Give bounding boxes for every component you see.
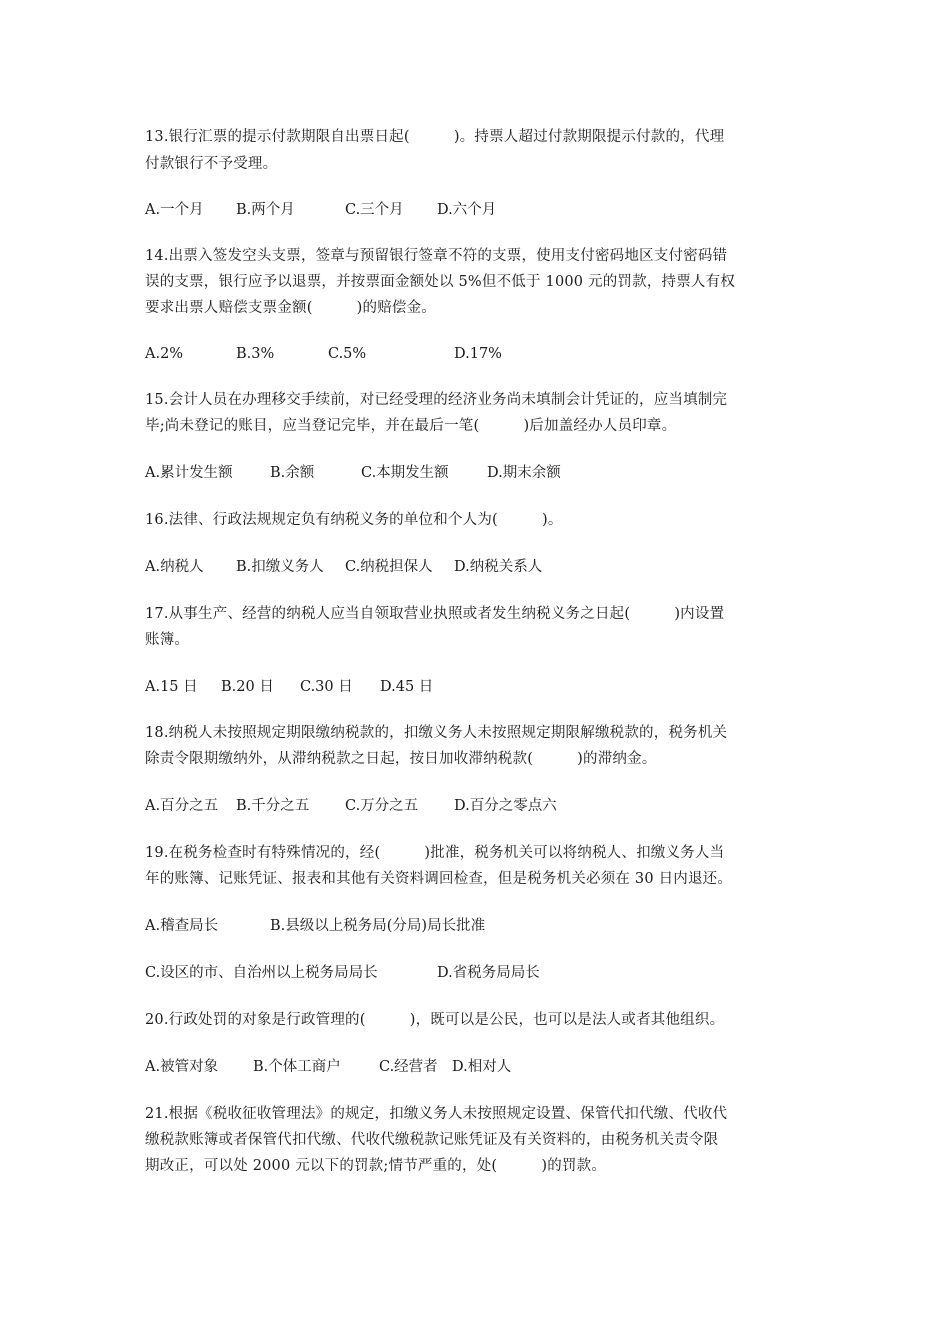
q14-option-b: B.3%	[236, 346, 275, 362]
q16-option-d: D.纳税关系人	[454, 559, 543, 575]
question-14-line-1: 14.出票入签发空头支票，签章与预留银行签章不符的支票，使用支付密码地区支付密码错	[145, 248, 728, 264]
q17-option-a: A.15 日	[145, 679, 198, 695]
q13-option-d: D.六个月	[437, 202, 497, 218]
q14-option-a: A.2%	[145, 346, 184, 362]
question-19-line-2: 年的账簿、记账凭证、报表和其他有关资料调回检查，但是税务机关必须在 30 日内退还。	[145, 871, 733, 887]
question-13-line-2: 付款银行不予受理。	[145, 156, 278, 172]
q20-option-c: C.经营者	[379, 1059, 438, 1075]
question-18-line-2: 除责令限期缴纳外，从滞纳税款之日起，按日加收滞纳税款( )的滞纳金。	[145, 751, 657, 767]
q15-option-a: A.累计发生额	[145, 465, 233, 481]
q20-option-a: A.被管对象	[145, 1059, 219, 1075]
q14-option-d: D.17%	[454, 346, 502, 362]
question-13-line-1: 13.银行汇票的提示付款期限自出票日起( )。持票人超过付款期限提示付款的，代理	[145, 129, 725, 145]
q18-option-b: B.千分之五	[236, 798, 310, 814]
question-21-line-3: 期改正，可以处 2000 元以下的罚款;情节严重的，处( )的罚款。	[145, 1158, 607, 1174]
q14-option-c: C.5%	[328, 346, 367, 362]
question-15-line-1: 15.会计人员在办理移交手续前，对已经受理的经济业务尚未填制会计凭证的，应当填制完	[145, 392, 728, 408]
q15-option-d: D.期末余额	[487, 465, 561, 481]
question-17-line-1: 17.从事生产、经营的纳税人应当自领取营业执照或者发生纳税义务之日起( )内设置	[145, 606, 725, 622]
question-14-line-2: 误的支票，银行应予以退票，并按票面金额处以 5%但不低于 1000 元的罚款，持票人有权	[145, 274, 736, 290]
q17-option-b: B.20 日	[221, 679, 274, 695]
q19-option-d: D.省税务局局长	[437, 965, 540, 981]
question-14-line-3: 要求出票人赔偿支票金额( )的赔偿金。	[145, 300, 437, 316]
q17-option-d: D.45 日	[380, 679, 434, 695]
q18-option-d: D.百分之零点六	[454, 798, 557, 814]
q20-option-b: B.个体工商户	[253, 1059, 341, 1075]
q13-option-a: A.一个月	[145, 202, 204, 218]
question-18-line-1: 18.纳税人未按照规定期限缴纳税款的，扣缴义务人未按照规定期限解缴税款的，税务机关	[145, 725, 728, 741]
question-21-line-1: 21.根据《税收征收管理法》的规定，扣缴义务人未按照规定设置、保管代扣代缴、代收代	[145, 1106, 728, 1122]
q19-option-a: A.稽查局长	[145, 918, 219, 934]
q18-option-a: A.百分之五	[145, 798, 219, 814]
question-19-line-1: 19.在税务检查时有特殊情况的，经( )批准，税务机关可以将纳税人、扣缴义务人当	[145, 845, 725, 861]
q15-option-b: B.余额	[270, 465, 315, 481]
question-20-line-1: 20.行政处罚的对象是行政管理的( )，既可以是公民，也可以是法人或者其他组织。	[145, 1012, 725, 1028]
q17-option-c: C.30 日	[300, 679, 353, 695]
q13-option-c: C.三个月	[345, 202, 404, 218]
question-21-line-2: 缴税款账簿或者保管代扣代缴、代收代缴税款记账凭证及有关资料的，由税务机关责令限	[145, 1132, 719, 1148]
question-16-line-1: 16.法律、行政法规规定负有纳税义务的单位和个人为( )。	[145, 512, 563, 528]
q19-option-c: C.设区的市、自治州以上税务局局长	[145, 965, 378, 981]
question-17-line-2: 账簿。	[145, 632, 190, 648]
q13-option-b: B.两个月	[236, 202, 295, 218]
question-15-line-2: 毕;尚未登记的账目，应当登记完毕，并在最后一笔( )后加盖经办人员印章。	[145, 418, 677, 434]
q18-option-c: C.万分之五	[345, 798, 419, 814]
q20-option-d: D.相对人	[452, 1059, 512, 1075]
q16-option-a: A.纳税人	[145, 559, 204, 575]
q16-option-c: C.纳税担保人	[345, 559, 433, 575]
q16-option-b: B.扣缴义务人	[236, 559, 324, 575]
q19-option-b: B.县级以上税务局(分局)局长批准	[270, 918, 486, 934]
q15-option-c: C.本期发生额	[361, 465, 449, 481]
